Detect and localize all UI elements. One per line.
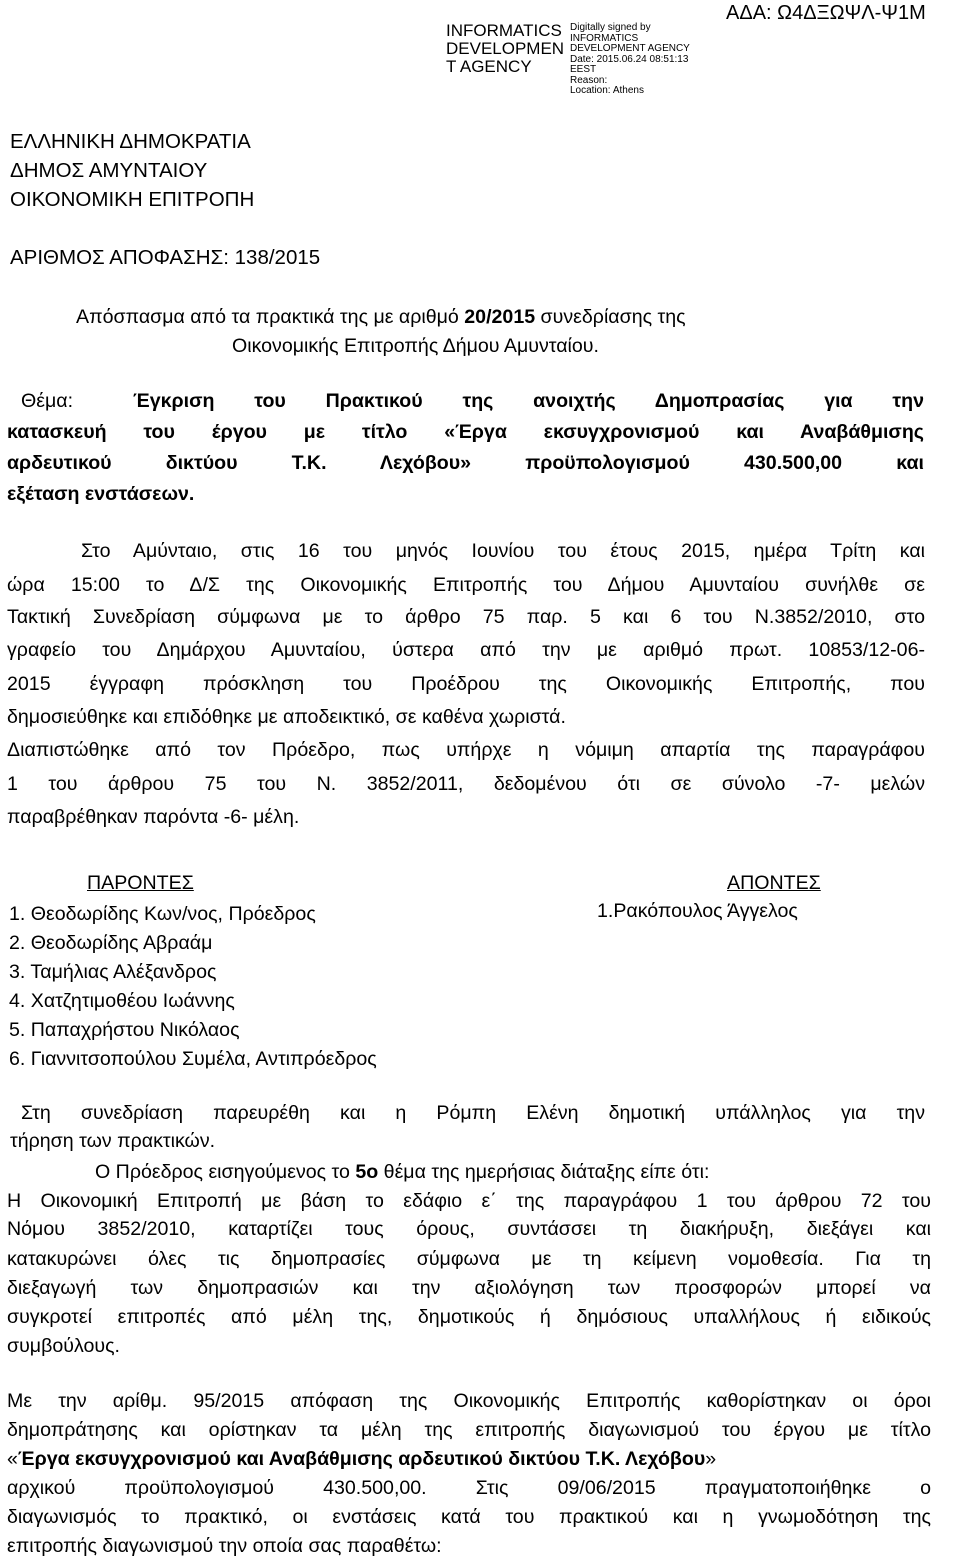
signature-detail-line: Date: 2015.06.24 08:51:13 xyxy=(570,53,689,65)
intro-line: Διαπιστώθηκε από τον Πρόεδρο, πως υπήρχε η νόμιμη απαρτία της παραγράφου xyxy=(7,739,925,761)
subject-line: αρδευτικού δικτύου Τ.Κ. Λεχόβου» προϋπολογισμού 430.500,00 και xyxy=(7,452,924,474)
signature-detail-line: INFORMATICS xyxy=(570,32,639,44)
body-line: Η Οικονομική Επιτροπή με βάση το εδάφιο ε΄ της παραγράφου 1 του άρθρου 72 του xyxy=(7,1190,931,1212)
issuer-line: ΔΗΜΟΣ ΑΜΥΝΤΑΙΟΥ xyxy=(10,159,208,182)
subject-line: Έγκριση του Πρακτικού της ανοιχτής Δημοπρασίας για την xyxy=(133,390,924,412)
topic-number: 5ο xyxy=(355,1161,379,1183)
ada-code: ΑΔΑ: Ω4ΔΞΩΨΛ-Ψ1Μ xyxy=(726,2,926,24)
intro-line: 1 του άρθρου 75 του Ν. 3852/2011, δεδομένου ότι σε σύνολο -7- μελών xyxy=(7,773,925,795)
decision-number: ΑΡΙΘΜΟΣ ΑΠΟΦΑΣΗΣ: 138/2015 xyxy=(10,246,321,269)
present-member: 3. Ταμήλιας Αλέξανδρος xyxy=(9,961,217,983)
intro-line: παραβρέθηκαν παρόντα -6- μέλη. xyxy=(7,806,300,828)
signer-line: DEVELOPMEN xyxy=(446,39,565,58)
subject-label: Θέμα: xyxy=(21,390,74,412)
signature-signer xyxy=(446,22,564,76)
absent-heading: ΑΠΟΝΤΕΣ xyxy=(727,872,821,894)
present-list xyxy=(9,900,377,1074)
absent-member: 1.Ρακόπουλος Άγγελος xyxy=(597,900,798,922)
secretary-line: τήρηση των πρακτικών. xyxy=(10,1130,216,1152)
project-title: Έργα εκσυγχρονισμού και Αναβάθμισης αρδευτικού δικτύου Τ.Κ. Λεχόβου xyxy=(17,1448,706,1470)
signature-detail-line: Reason: xyxy=(570,74,608,86)
signature-detail-line: EEST xyxy=(570,64,597,75)
issuer-line: ΕΛΛΗΝΙΚΗ ΔΗΜΟΚΡΑΤΙΑ xyxy=(10,130,251,153)
chair-intro xyxy=(95,1161,709,1184)
subject-line: κατασκευή του έργου με τίτλο «Έργα εκσυγχρονισμού και Αναβάθμισης xyxy=(7,421,924,443)
intro-line: ώρα 15:00 το Δ/Σ της Οικονομικής Επιτροπής του Δήμου Αμυνταίου συνήλθε σε xyxy=(7,574,925,596)
body-line: συμβούλους. xyxy=(7,1335,120,1357)
final-line: Με την αρίθμ. 95/2015 απόφαση της Οικονομικής Επιτροπής καθορίστηκαν οι όροι xyxy=(7,1390,931,1412)
secretary-line: Στη συνεδρίαση παρευρέθη και η Ρόμπη Ελένη δημοτική υπάλληλος για την xyxy=(21,1102,925,1124)
title-quote-open: « xyxy=(7,1448,18,1470)
body-line: διεξαγωγή των δημοπρασιών και την αξιολόγηση των προσφορών μπορεί να xyxy=(7,1277,931,1299)
present-member: 4. Χατζητιμοθέου Ιωάννης xyxy=(9,990,235,1012)
body-line: Νόμου 3852/2010, καταρτίζει τους όρους, συντάσσει τη διακήρυξη, διεξάγει και xyxy=(7,1218,931,1240)
excerpt-post: συνεδρίασης της xyxy=(535,306,686,328)
intro-line: 2015 έγγραφη πρόσκληση του Προέδρου της Οικονομικής Επιτροπής, που xyxy=(7,673,925,695)
signature-details xyxy=(570,23,690,97)
body-line: κατακυρώνει όλες τις δημοπρασίες σύμφωνα με τη κείμενη νομοθεσία. Για τη xyxy=(7,1248,931,1270)
intro-line: γραφείο του Δημάρχου Αμυνταίου, ύστερα από την με αριθμό πρωτ. 10853/12-06- xyxy=(7,639,925,661)
present-member: 1. Θεοδωρίδης Κων/νος, Πρόεδρος xyxy=(9,903,316,925)
project-title-line xyxy=(7,1448,716,1471)
excerpt-pre: Απόσπασμα από τα πρακτικά της με αριθμό xyxy=(76,306,465,328)
intro-line: Στο Αμύνταιο, στις 16 του μηνός Ιουνίου του έτους 2015, ημέρα Τρίτη και xyxy=(81,540,925,562)
signature-detail-line: Location: Athens xyxy=(570,85,644,96)
excerpt-line xyxy=(76,306,686,329)
chair-intro-post: θέμα της ημερήσιας διάταξης είπε ότι: xyxy=(378,1161,710,1183)
final-line: αρχικού προϋπολογισμού 430.500,00. Στις 09/06/2015 πραγματοποιήθηκε ο xyxy=(7,1477,931,1499)
signer-line: T AGENCY xyxy=(446,57,532,76)
chair-intro-pre: Ο Πρόεδρος εισηγούμενος το xyxy=(95,1161,356,1183)
present-member: 6. Γιαννιτσοπούλου Συμέλα, Αντιπρόεδρος xyxy=(9,1048,377,1070)
present-heading: ΠΑΡΟΝΤΕΣ xyxy=(87,872,194,894)
intro-line: δημοσιεύθηκε και επιδόθηκε με αποδεικτικό, σε καθένα χωριστά. xyxy=(7,706,566,728)
session-number: 20/2015 xyxy=(464,306,536,328)
signature-detail-line: DEVELOPMENT AGENCY xyxy=(570,43,690,54)
excerpt-line-2: Οικονομικής Επιτροπής Δήμου Αμυνταίου. xyxy=(232,335,599,357)
present-member: 2. Θεοδωρίδης Αβραάμ xyxy=(9,932,213,954)
present-member: 5. Παπαχρήστου Νικόλαος xyxy=(9,1019,240,1041)
title-quote-close: » xyxy=(705,1448,717,1470)
subject-line: εξέταση ενστάσεων. xyxy=(7,483,195,505)
final-line: δημοπράτησης και ορίστηκαν τα μέλη της επιτροπής διαγωνισμού του έργου με τίτλο xyxy=(7,1419,931,1441)
issuer-line: ΟΙΚΟΝΟΜΙΚΗ ΕΠΙΤΡΟΠΗ xyxy=(10,188,255,211)
signer-line: INFORMATICS xyxy=(446,21,562,40)
signature-detail-line: Digitally signed by xyxy=(570,22,651,33)
intro-line: Τακτική Συνεδρίαση σύμφωνα με το άρθρο 75 παρ. 5 και 6 του Ν.3852/2010, στο xyxy=(7,606,925,628)
body-line: συγκροτεί επιτροπές από μέλη της, δημοτικούς ή δημόσιους υπαλλήλους ή ειδικούς xyxy=(7,1306,931,1328)
issuer-header xyxy=(10,127,254,214)
final-line: διαγωνισμός το πρακτικό, οι ενστάσεις κατά του πρακτικού και η γνωμοδότηση της xyxy=(7,1506,931,1528)
final-line: επιτροπής διαγωνισμού την οποία σας παραθέτω: xyxy=(7,1535,442,1557)
